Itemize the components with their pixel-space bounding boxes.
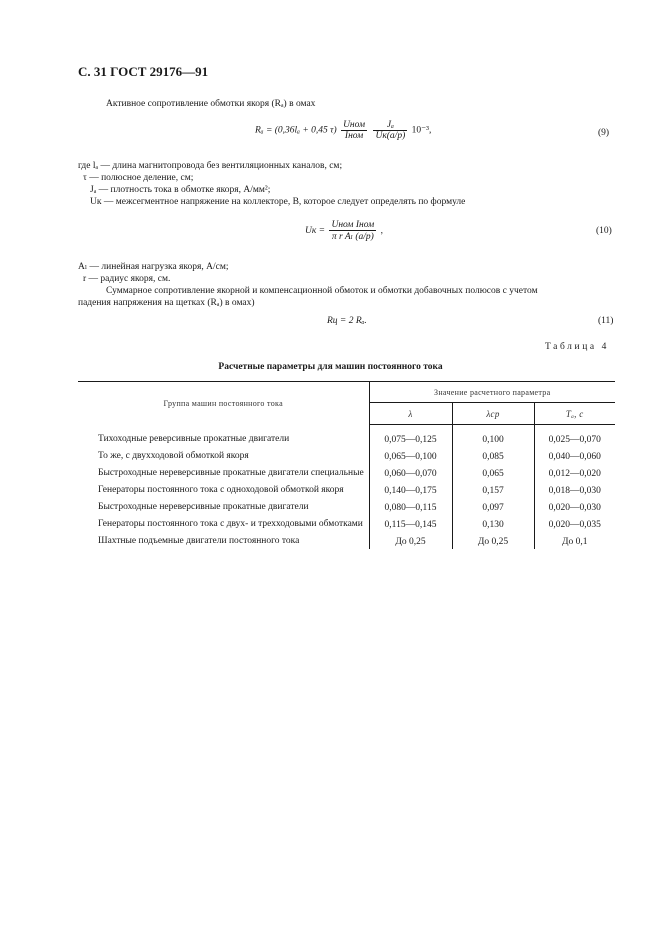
equation-10-den: π r Aₗ (a/p) [331, 232, 374, 242]
table-title: Расчетные параметры для машин постоянного тока [218, 362, 443, 372]
header-parameter-values: Значение расчетного параметра [369, 382, 615, 403]
row-lambda-sr: 0,130 [452, 515, 534, 532]
row-time-constant: До 0,1 [534, 532, 615, 549]
row-lambda-sr: До 0,25 [452, 532, 534, 549]
table-row [78, 481, 615, 498]
definition-la: где lₐ — длина магнитопровода без вентиляционных каналов, см; [78, 161, 343, 171]
row-lambda-sr: 0,097 [452, 498, 534, 515]
row-lambda: 0,060—0,070 [369, 464, 452, 481]
equation-9-fraction-2 [373, 120, 407, 141]
row-time-constant: 0,020—0,030 [534, 498, 615, 515]
definition-r: r — радиус якоря, см. [83, 274, 171, 284]
equation-9-fraction-1 [341, 120, 367, 141]
equation-9-f1-num: Uном [343, 120, 366, 130]
row-name: Генераторы постоянного тока с двух- и трехходовыми обмотками [98, 518, 363, 529]
row-time-constant: 0,020—0,035 [534, 515, 615, 532]
table-row [78, 447, 615, 464]
row-lambda: 0,080—0,115 [369, 498, 452, 515]
row-name: То же, с двухходовой обмоткой якоря [98, 450, 249, 461]
row-time-constant: 0,012—0,020 [534, 464, 615, 481]
row-name: Быстроходные нереверсивные прокатные двигатели [98, 501, 309, 512]
row-name: Генераторы постоянного тока с одноходовой обмоткой якоря [98, 484, 344, 495]
definition-ja: Jₐ — плотность тока в обмотке якоря, А/мм²; [90, 185, 271, 195]
table-row [78, 425, 615, 447]
row-time-constant: 0,040—0,060 [534, 447, 615, 464]
equation-10-lhs: Uк = [305, 226, 326, 237]
equation-9-number: (9) [598, 128, 610, 138]
row-lambda-sr: 0,100 [452, 425, 534, 447]
table-row [78, 515, 615, 532]
row-lambda-sr: 0,065 [452, 464, 534, 481]
equation-9-lhs: Rₐ = (0,36lₐ + 0,45 τ) [255, 125, 337, 136]
equation-10-tail: , [380, 226, 383, 237]
paragraph-line-2: падения напряжения на щетках (Rₐ) в омах) [78, 298, 255, 308]
paragraph-line-1: Суммарное сопротивление якорной и компенсационной обмоток и обмотки добавочных полюсов с учетом [106, 286, 538, 296]
equation-9-f1-den: Iном [344, 131, 364, 141]
equation-9 [255, 120, 431, 141]
header-lambda-sr: λср [452, 403, 534, 425]
definition-uk: Uк — межсегментное напряжение на коллекторе, В, которое следует определять по формуле [90, 197, 466, 207]
equation-9-f2-num: Jₐ [373, 120, 407, 131]
equation-10-num: Uном Iном [331, 220, 375, 230]
row-name: Шахтные подъемные двигатели постоянного тока [98, 535, 300, 546]
row-name: Тихоходные реверсивные прокатные двигатели [98, 433, 290, 444]
row-name: Быстроходные нереверсивные прокатные двигатели специальные [98, 467, 364, 478]
table-row [78, 498, 615, 515]
table-caption: Таблица 4 [545, 342, 610, 352]
definition-al: Aₗ — линейная нагрузка якоря, А/см; [78, 262, 229, 272]
page-header: С. 31 ГОСТ 29176—91 [78, 64, 209, 79]
table-row [78, 464, 615, 481]
equation-10-number: (10) [596, 226, 612, 236]
header-lambda: λ [369, 403, 452, 425]
row-lambda-sr: 0,157 [452, 481, 534, 498]
row-lambda: До 0,25 [369, 532, 452, 549]
intro-text: Активное сопротивление обмотки якоря (Rₐ) в омах [106, 99, 316, 109]
header-time-constant: Tₐ, с [534, 403, 615, 425]
row-time-constant: 0,025—0,070 [534, 425, 615, 447]
equation-10 [305, 220, 383, 242]
equation-11: Rц = 2 Rₐ. [327, 316, 367, 326]
row-lambda: 0,075—0,125 [369, 425, 452, 447]
equation-9-f2-den: Uк(a/p) [375, 131, 406, 141]
definition-tau: τ — полюсное деление, см; [83, 173, 194, 183]
row-lambda-sr: 0,085 [452, 447, 534, 464]
row-time-constant: 0,018—0,030 [534, 481, 615, 498]
equation-9-tail: 10⁻³, [411, 125, 432, 136]
equation-11-number: (11) [598, 316, 614, 326]
row-lambda: 0,115—0,145 [369, 515, 452, 532]
parameters-table [78, 381, 615, 549]
header-machine-group: Группа машин постоянного тока [78, 382, 369, 425]
table-row [78, 532, 615, 549]
row-lambda: 0,065—0,100 [369, 447, 452, 464]
equation-10-fraction [329, 220, 376, 242]
row-lambda: 0,140—0,175 [369, 481, 452, 498]
